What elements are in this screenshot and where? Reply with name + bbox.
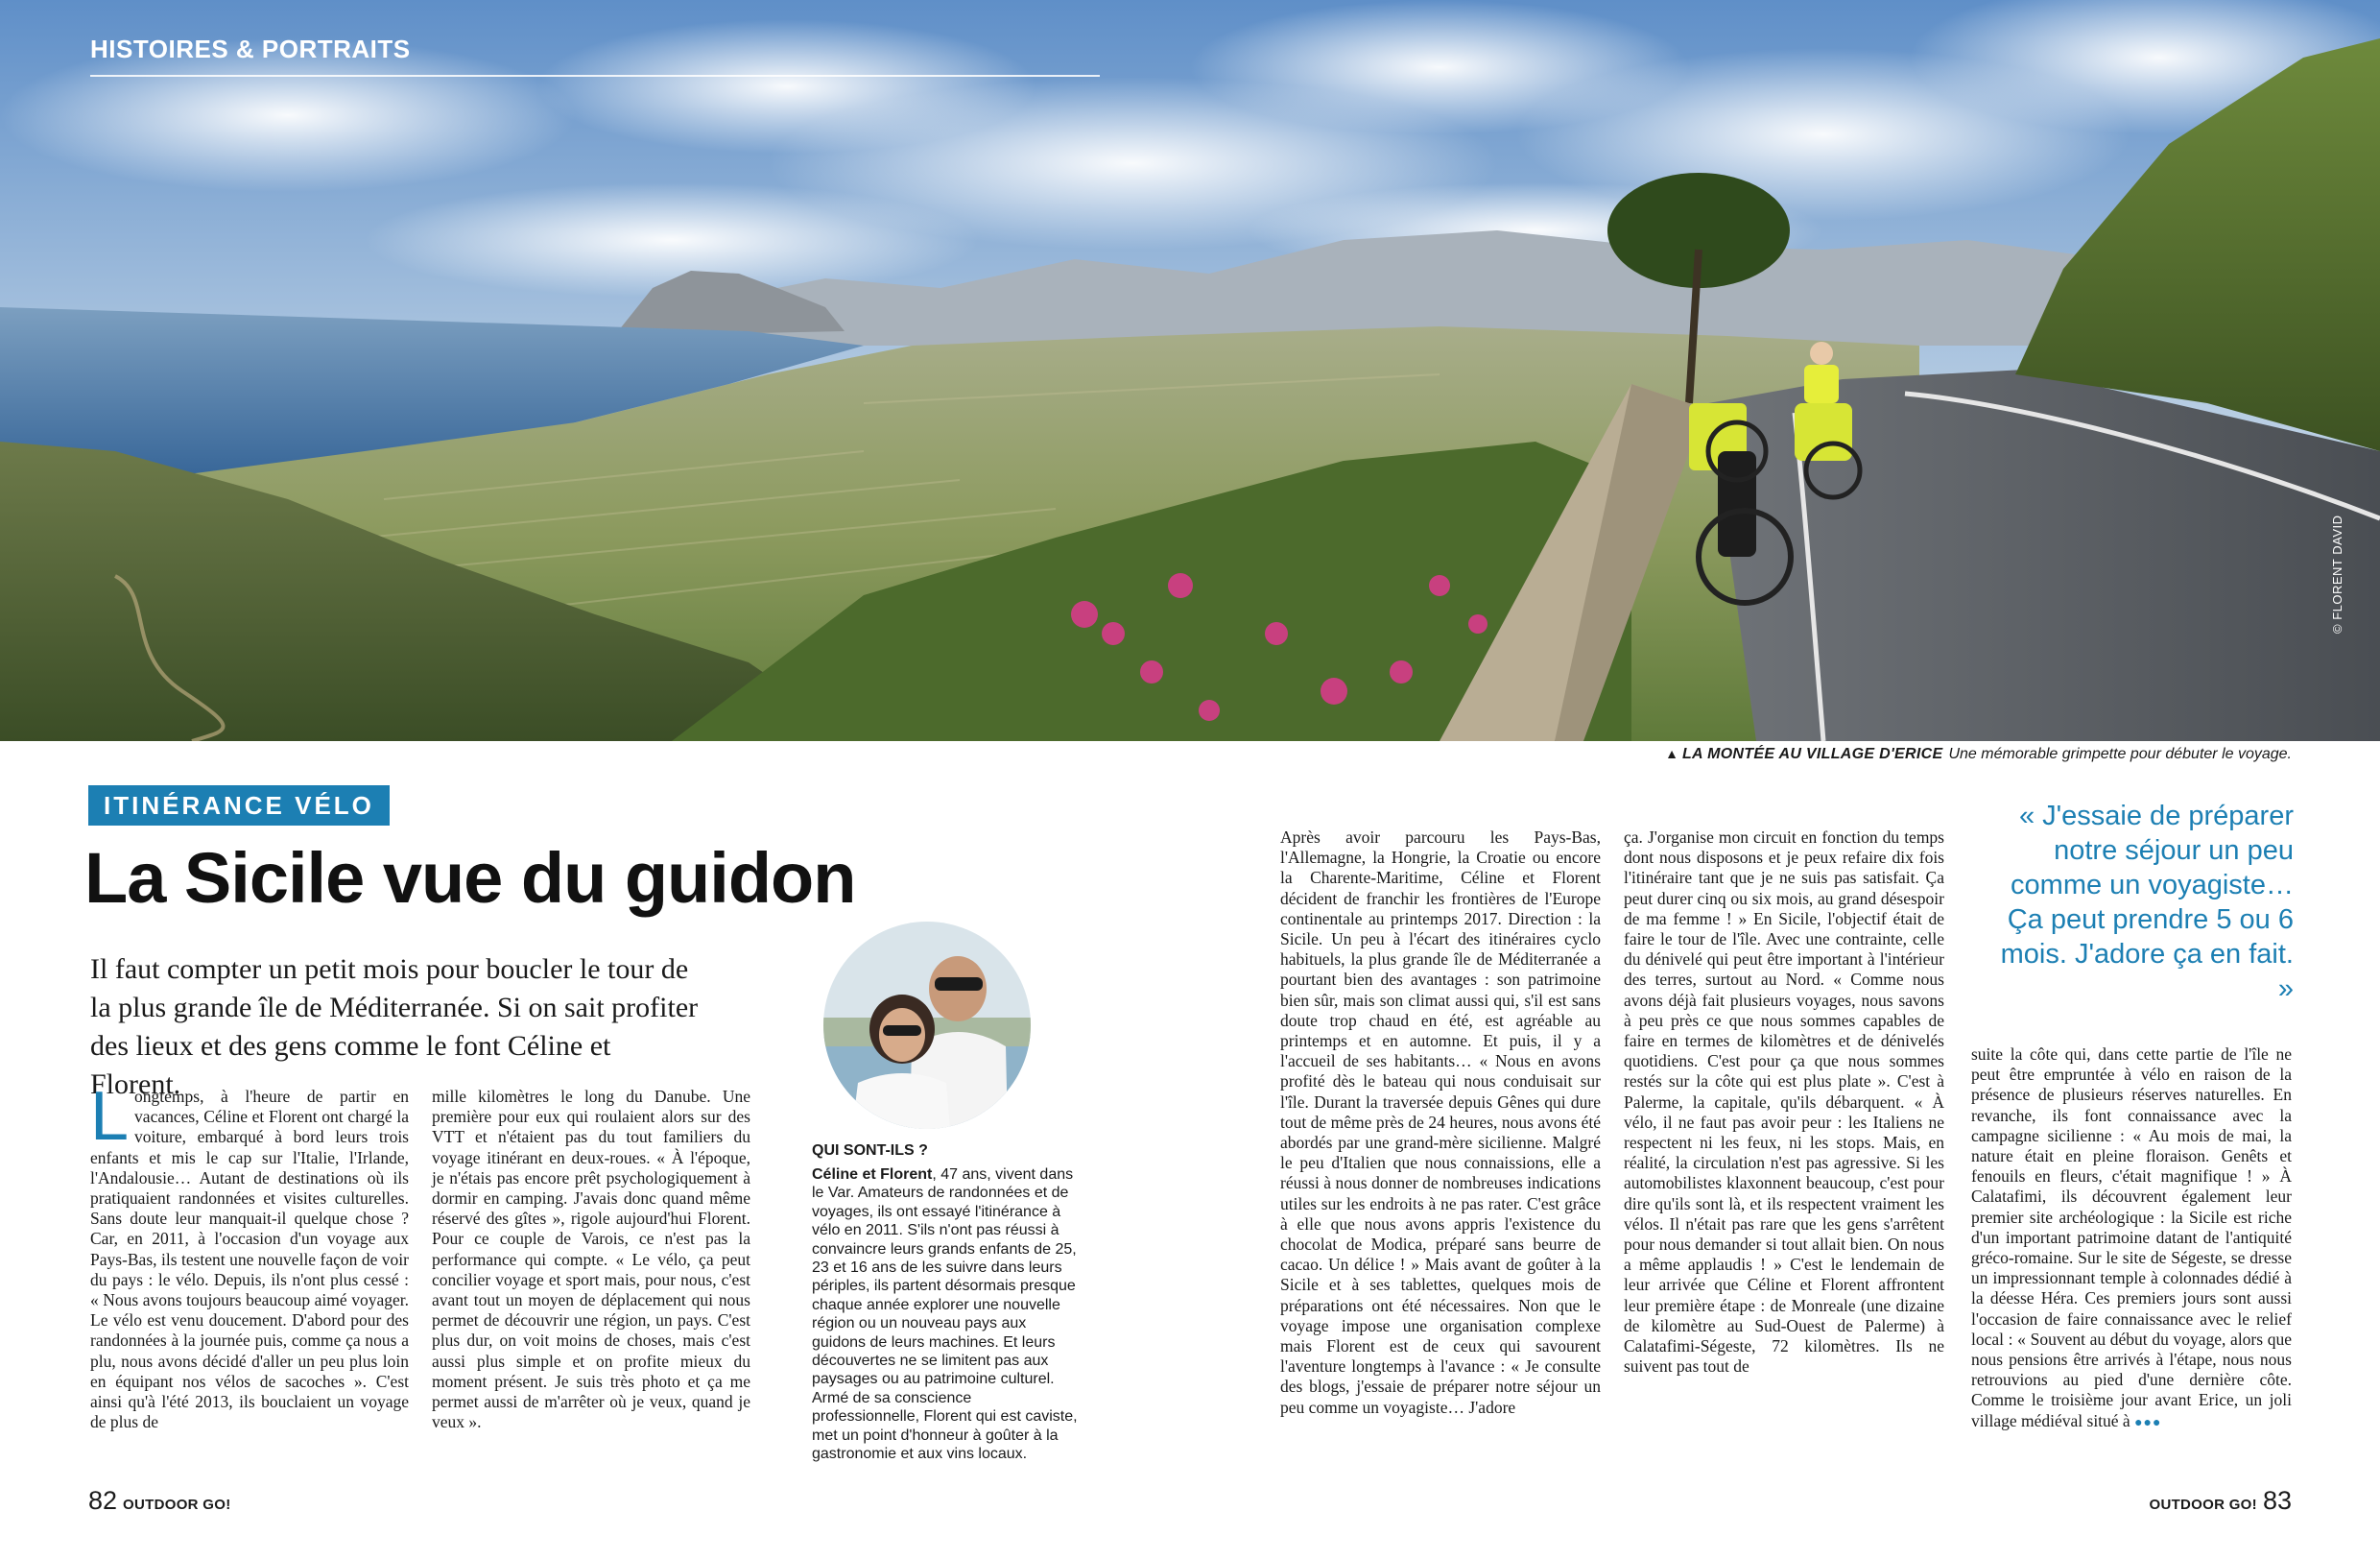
category-tag: ITINÉRANCE VÉLO <box>88 785 390 826</box>
hero-photo <box>0 0 2380 741</box>
caption-triangle-icon: ▲ <box>1665 746 1678 761</box>
article-intro: Il faut compter un petit mois pour boucler le tour de la plus grande île de Méditerranée. Si on sait profiter des lieux et des gens comme le font Céline et Florent. <box>90 953 699 1100</box>
photo-caption <box>1665 746 2292 763</box>
magazine-name-right: OUTDOOR GO! <box>2149 1497 2257 1513</box>
body-column-1 <box>90 1078 409 1432</box>
body-column-5 <box>1971 1044 2292 1433</box>
section-divider <box>90 75 1100 77</box>
body-column-3 <box>1280 827 1601 1418</box>
article-headline: La Sicile vue du guidon <box>84 838 856 918</box>
folio-right <box>2149 1486 2292 1516</box>
portrait-photo <box>823 922 1031 1129</box>
body-text-4: ça. J'organise mon circuit en fonction du temps dont nous disposons et je peux refaire dix fois l'itinéraire tant que je ne suis pas satisfait. Ça peut durer cinq ou six mois, au grand désespoir de ma femme ! » En Sicile, l'objectif était de faire le tour de l'île. Avec une contrainte, celle du dénivelé qui peut être important à l'intérieur des terres, surtout au Nord. « Comme nous avons déjà fait plusieurs voyages, nous savons à peu près ce que nous sommes capables de faire en termes de kilomètres et de dénivelés quotidiens. C'est pour ça que nous sommes restés sur la côte qui est plus plate ». C'est à Palerme, la capitale, qu'ils débarquent. « À vélo, il ne faut pas avoir peur : les Italiens ne respectent ni les feux, ni les stops. Mais, en réalité, la circulation n'est pas agressive. Si les automobilistes klaxonnent beaucoup, c'est pour dire qu'ils sont là, et ils respectent vraiment les vélos. Il n'était pas rare que les gens s'arrêtent pour nous demander si tout allait bien. On nous a même applaudis ! » C'est le lendemain de leur arrivée que Céline et Florent affrontent leur première étape : de Monreale (une dizaine de kilomètre au Sud-Ouest de Palerme) à Calatafimi-Ségeste, 72 kilomètres. Ils ne suivent pas tout de <box>1624 827 1944 1377</box>
folio-left <box>88 1486 231 1516</box>
sidebar-text: , 47 ans, vivent dans le Var. Amateurs de randonnées et de voyages, ils ont essayé l'itinérance à vélo en 2011. S'ils n'ont pas réussi à convaincre leurs grands enfants de 25, 23 et 16 ans de les suivre dans leurs périples, ils partent désormais presque chaque année explorer une nouvelle région ou un nouveau pays aux guidons de leurs machines. Et leurs découvertes ne se limitent pas aux paysages ou au patrimoine culturel. Armé de sa conscience professionnelle, Florent qui est caviste, met un point d'honneur à goûter à la gastronomie et aux vins locaux. <box>812 1166 1078 1463</box>
body-column-2 <box>432 1087 750 1432</box>
hero-landscape <box>0 0 2380 741</box>
sidebar-body <box>812 1165 1079 1464</box>
sidebar-title: QUI SONT-ILS ? <box>812 1142 928 1159</box>
drop-cap: L <box>90 1078 130 1155</box>
magazine-name-left: OUTDOOR GO! <box>123 1497 231 1513</box>
body-column-4 <box>1624 827 1944 1377</box>
sidebar-name: Céline et Florent <box>812 1166 933 1183</box>
caption-text: Une mémorable grimpette pour débuter le voyage. <box>1948 746 2292 762</box>
continue-marker-icon: ●●● <box>2134 1415 2162 1430</box>
section-label: HISTOIRES & PORTRAITS <box>90 35 411 63</box>
caption-title: LA MONTÉE AU VILLAGE D'ERICE <box>1681 746 1943 762</box>
body-text-2: mille kilomètres le long du Danube. Une première pour eux qui roulaient alors sur des VTT et n'étaient pas du tout familiers du voyage itinérant en deux-roues. « À l'époque, je n'étais pas encore prêt psychologiquement à dormir en camping. J'avais donc quand même réservé des gîtes », rigole aujourd'hui Florent. Pour ce couple de Varois, ce n'est pas la performance qui compte. « Le vélo, ça peut concilier voyage et sport mais, pour nous, c'est avant tout un moyen de déplacement qui nous permet de découvrir une région, un pays. C'est plus dur, on voit moins de choses, mais c'est aussi plus simple et on profite mieux du moment présent. Je suis très photo et ça me permet aussi de m'arrêter où je veux, quand je veux ». <box>432 1087 750 1432</box>
page-number-right: 83 <box>2262 1486 2292 1515</box>
photo-credit: © FLORENT DAVID <box>2330 515 2344 634</box>
body-text-5: suite la côte qui, dans cette partie de l'île ne peut être empruntée à vélo en raison de la présence de plusieurs réserves naturelles. En revanche, ils font connaissance avec la campagne sicilienne : « Au mois de mai, la nature était en pleine floraison. Genêts et fenouils en fleurs, c'était magnifique ! » À Calatafimi, ils découvrent également leur premier site archéologique : la Sicile est riche d'un important patrimoine datant de l'antiquité gréco-romaine. Sur le site de Ségeste, se dresse un impressionnant temple à colonnades dédié à la déesse Héra. Ces premiers jours sont aussi l'occasion de faire connaissance avec le relief local : « Souvent au début du voyage, alors que nous pensions être arrivés à l'étape, nous nous retrouvions au pied d'une dernière côte. Comme le troisième jour avant Erice, un joli village médiéval situé à <box>1971 1044 2292 1430</box>
pull-quote: « J'essaie de préparer notre séjour un peu comme un voyagiste… Ça peut prendre 5 ou 6 mois. J'adore ça en fait. » <box>2000 801 2294 1004</box>
page-number-left: 82 <box>88 1486 118 1515</box>
body-text-1: ongtemps, à l'heure de partir en vacances, Céline et Florent ont chargé la voiture, embarqué à bord leurs trois enfants et mis le cap sur l'Italie, l'Irlande, l'Andalousie… Autant de destinations où ils pratiquaient randonnées et visites culturelles. Sans doute leur manquait-il quelque chose ? Car, en 2011, à l'occasion d'un voyage aux Pays-Bas, ils testent une nouvelle façon de voir du pays : le vélo. Depuis, ils n'ont plus cessé : « Nous avons toujours beaucoup aimé voyager. Le vélo est venu doucement. D'abord pour des randonnées à la journée puis, comme ça nous a plu, nous avons décidé d'aller un peu plus loin en équipant nos vélos de sacoches ». C'est ainsi qu'à l'été 2013, ils bouclaient un voyage de plus de <box>90 1087 409 1432</box>
body-text-3: Après avoir parcouru les Pays-Bas, l'Allemagne, la Hongrie, la Croatie ou encore la Charente-Maritime, Céline et Florent décident de franchir les frontières de l'Europe continentale au printemps 2017. Direction : la Sicile. Un peu à l'écart des itinéraires cyclo habituels, la plus grande île de Méditerranée a pourtant bien des avantages : son patrimoine bien sûr, mais son climat aussi qui, s'il est sans doute trop chaud en été, est agréable au printemps et en automne. Et puis, il y a l'accueil de ses habitants… « Nous en avons profité dès le bateau qui nous conduisait sur l'île. Durant la traversée depuis Gênes qui dure tout de même près de 24 heures, nous avons été abordés par une grand-mère sicilienne. Malgré le peu d'Italien que nous connaissions, elle a réussi à nous donner de nombreuses indications utiles sur les endroits à ne pas rater. C'est grâce à elle que nous avons appris l'existence du chocolat de Modica, préparé sans beurre de cacao. Un délice ! » Mais avant de goûter à la Sicile et à ses tablettes, quelques mois de préparations ont été nécessaires. Non que le voyage impose une organisation complexe mais Florent est de ceux qui savourent l'aventure longtemps à l'avance : « Je consulte des blogs, j'essaie de préparer notre séjour un peu comme un voyagiste… J'adore <box>1280 827 1601 1417</box>
